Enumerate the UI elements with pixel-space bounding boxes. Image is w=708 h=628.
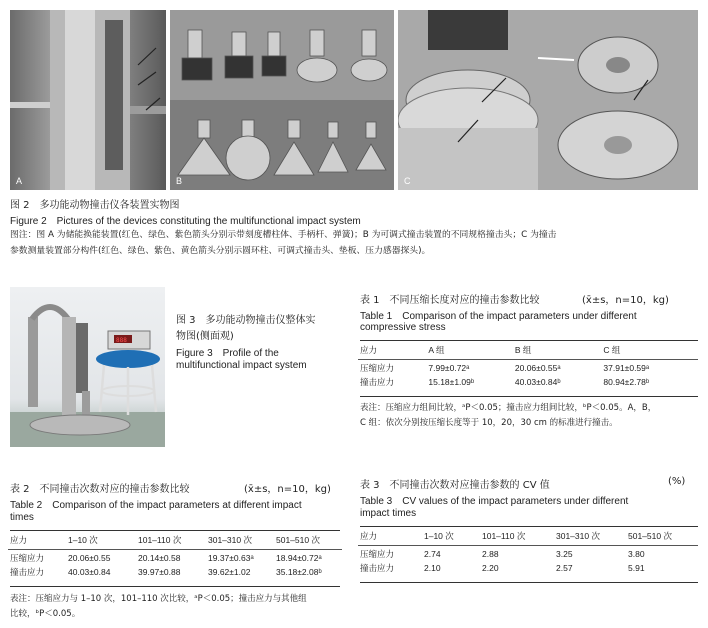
table-header: 501–510 次: [628, 531, 672, 541]
table-header: 应力: [360, 531, 378, 541]
figure2-caption-zh: 图 2 多功能动物撞击仪各装置实物图: [10, 200, 180, 211]
table2-title-zh: 表 2 不同撞击次数对应的撞击参数比较: [10, 484, 190, 495]
table3: [358, 529, 698, 575]
table2-note-2: 比较，ᵇP＜0.05。: [10, 609, 81, 619]
table-cell: 2.74: [424, 549, 441, 559]
table-cell: 3.80: [628, 549, 645, 559]
table-cell: 2.10: [424, 563, 441, 573]
table-cell: 20.06±0.55: [68, 553, 111, 563]
table3-header-row: [358, 529, 698, 543]
figure2-photo-b: [170, 10, 394, 190]
table-cell: 7.99±0.72ᵃ: [428, 363, 470, 373]
table1-title-zh: 表 1 不同压缩长度对应的撞击参数比较: [360, 295, 540, 306]
table-header: B 组: [514, 345, 532, 355]
table-header: 1–10 次: [68, 535, 98, 545]
figure2-photo-c: [398, 10, 698, 190]
table1-title-en-1: Table 1 Comparison of the impact parameters under different: [360, 311, 637, 322]
table2-bottom-rule: [10, 586, 340, 587]
table2-note-1: 表注：压缩应力与 1–10 次，101–110 次比较，ᵃP＜0.05；撞击应力与其他组: [10, 594, 307, 604]
table-cell: 20.14±0.58: [138, 553, 181, 563]
figure2-photo-a: [10, 10, 166, 190]
table-cell: 19.37±0.63ᵃ: [208, 553, 254, 563]
table-cell: 35.18±2.08ᵇ: [276, 567, 322, 577]
table-cell: 20.06±0.55ᵃ: [514, 363, 561, 373]
table-cell: 2.57: [556, 563, 573, 573]
table2-title-en-2: times: [10, 512, 34, 523]
table-header: 501–510 次: [276, 535, 320, 545]
panel-label-c: C: [404, 176, 411, 186]
panel-label-b: B: [176, 176, 183, 186]
table-header: 应力: [10, 535, 28, 545]
energy-storage-device-drawing: [10, 10, 166, 190]
table-cell: 3.25: [556, 549, 573, 559]
table1: [358, 343, 698, 389]
table2-stat-note: (x̄±s，n=10，kg): [244, 484, 331, 495]
table1-bottom-rule: [360, 396, 698, 397]
measurement-device-drawing: [398, 10, 698, 190]
table2-top-rule: [10, 530, 340, 531]
table1-top-rule: [360, 340, 698, 341]
table-cell: 15.18±1.09ᵇ: [428, 377, 475, 387]
table-header: A 组: [428, 345, 445, 355]
figure2-note-line1: 图注：图 A 为储能换能装置(红色、绿色、紫色箭头分别示带刻度槽柱体、手柄杆、弹簧)；B 为可调式撞击装置的不同规格撞击头；C 为撞击: [10, 230, 557, 240]
figure2-caption-en: Figure 2 Pictures of the devices constituting the multifunctional impact system: [10, 216, 361, 227]
table-cell: 压缩应力: [360, 549, 395, 559]
table3-bottom-rule: [360, 582, 698, 583]
table-row: [358, 561, 698, 575]
table-header: 101–110 次: [482, 531, 526, 541]
figure3-caption-en-1: Figure 3 Profile of the: [176, 348, 279, 359]
table-cell: 撞击应力: [360, 563, 395, 573]
table-cell: 18.94±0.72ᵃ: [276, 553, 322, 563]
figure2-note-line2: 参数测量装置部分构件(红色、绿色、紫色、黄色箭头分别示圆环柱、可调式撞击头、垫板、压力感器探头)。: [10, 246, 431, 256]
table-header: 1–10 次: [424, 531, 454, 541]
table1-note-2: C 组：依次分别按压缩长度等于 10，20，30 cm 的标准进行撞击。: [360, 418, 618, 428]
display-readout: 888: [116, 337, 127, 344]
table-cell: 撞击应力: [10, 567, 45, 577]
table-header: C 组: [603, 345, 621, 355]
table-cell: 压缩应力: [10, 553, 45, 563]
figure3-caption-zh-2: 物图(侧面观): [176, 331, 234, 342]
table3-unit: (%): [668, 476, 686, 487]
table-row: [358, 375, 698, 389]
table2-header-row: [8, 533, 342, 547]
table-row: [358, 361, 698, 375]
table1-note-1: 表注：压缩应力组间比较，ᵃP＜0.05；撞击应力组间比较，ᵇP＜0.05。A，B，: [360, 403, 657, 413]
table2: [8, 533, 342, 579]
table-cell: 39.62±1.02: [208, 567, 251, 577]
table3-title-en-2: impact times: [360, 508, 417, 519]
table-row: [358, 547, 698, 561]
figure3-photo: [10, 287, 165, 447]
table1-header-row: [358, 343, 698, 357]
table-cell: 40.03±0.84: [68, 567, 111, 577]
table-cell: 撞击应力: [360, 377, 395, 387]
table-cell: 2.20: [482, 563, 499, 573]
table-cell: 39.97±0.88: [138, 567, 181, 577]
table-header: 应力: [360, 345, 378, 355]
table1-title-en-2: compressive stress: [360, 322, 446, 333]
table1-stat-note: (x̄±s，n=10，kg): [582, 295, 669, 306]
table3-top-rule: [360, 526, 698, 527]
table-cell: 2.88: [482, 549, 499, 559]
table-cell: 5.91: [628, 563, 645, 573]
panel-label-a: A: [16, 176, 23, 186]
table-header: 301–310 次: [556, 531, 600, 541]
table-header: 301–310 次: [208, 535, 252, 545]
table-cell: 40.03±0.84ᵇ: [514, 377, 561, 387]
impact-system-drawing: [10, 287, 165, 447]
table-header: 101–110 次: [138, 535, 182, 545]
figure3-caption-zh-1: 图 3 多功能动物撞击仪整体实: [176, 315, 316, 326]
table-row: [8, 551, 342, 565]
table-row: [8, 565, 342, 579]
table3-title-en-1: Table 3 CV values of the impact parameters under different: [360, 496, 629, 507]
table-cell: 37.91±0.59ᵃ: [603, 363, 650, 373]
table2-title-en-1: Table 2 Comparison of the impact parameters at different impact: [10, 500, 302, 511]
table3-title-zh: 表 3 不同撞击次数对应撞击参数的 CV 值: [360, 480, 550, 491]
figure3-caption-en-2: multifunctional impact system: [176, 360, 307, 371]
table-cell: 80.94±2.78ᵇ: [603, 377, 650, 387]
impact-heads-drawing: [170, 10, 394, 190]
table-cell: 压缩应力: [360, 363, 395, 373]
